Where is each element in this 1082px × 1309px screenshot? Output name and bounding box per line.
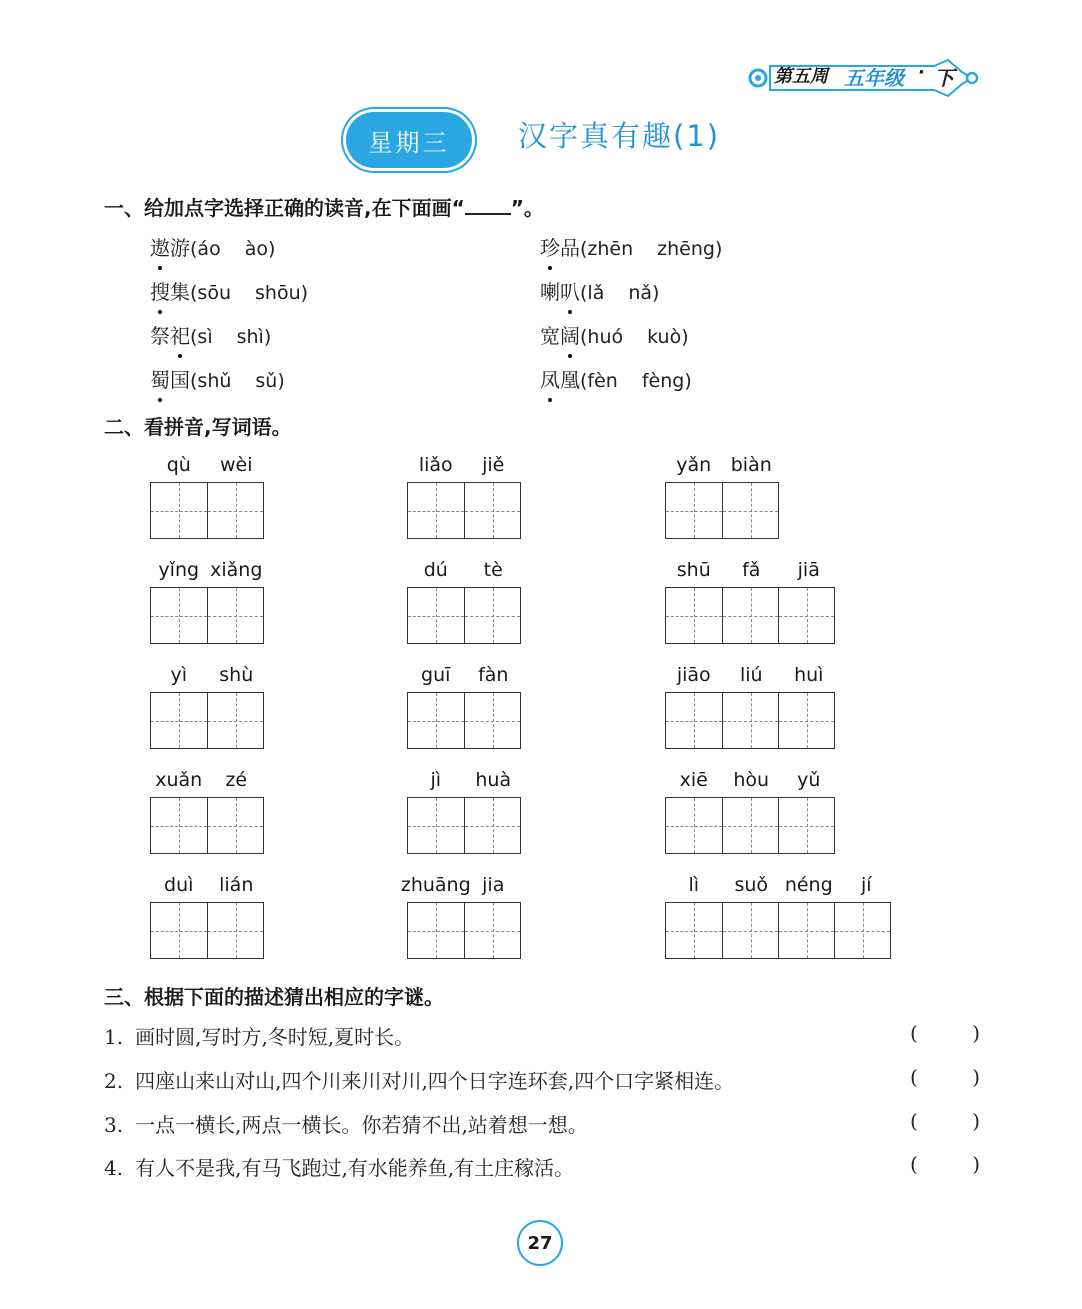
dotted-character: 蜀 — [150, 364, 170, 393]
pinyin-syllable: xiǎng — [210, 559, 263, 581]
paren-close: ) — [972, 1109, 980, 1133]
pinyin-option-a[interactable]: sì — [197, 326, 213, 348]
pinyin-syllable: guī — [421, 664, 451, 686]
dotted-character: 叭 — [560, 276, 580, 305]
word-character: 品 — [560, 236, 580, 260]
writing-cell[interactable] — [207, 588, 263, 643]
pinyin-syllable: fǎ — [742, 559, 761, 581]
pinyin-syllable: jiě — [482, 454, 505, 476]
writing-cell[interactable] — [151, 693, 207, 748]
writing-cell[interactable] — [722, 483, 778, 538]
pinyin-syllable: yǐng — [158, 559, 200, 581]
paren-open: ( — [910, 1109, 918, 1133]
answer-parentheses[interactable] — [910, 1021, 980, 1045]
pinyin-syllable: duì — [164, 874, 194, 896]
writing-grid[interactable] — [150, 797, 264, 854]
word-character: 凰 — [560, 368, 580, 392]
pinyin-option-b[interactable]: nǎ — [628, 282, 653, 304]
pinyin-option-b[interactable]: shōu — [255, 282, 301, 304]
paren-open: ( — [910, 1152, 918, 1176]
paren-close: ) — [972, 1021, 980, 1045]
paren-close: ) — [972, 1152, 980, 1176]
pinyin-syllable: suǒ — [734, 874, 769, 896]
paren-close: ) — [652, 282, 660, 304]
word-character: 游 — [170, 236, 190, 260]
writing-cell[interactable] — [408, 798, 464, 853]
pinyin-syllable: lì — [688, 874, 700, 896]
paren-close: ) — [714, 238, 723, 260]
pronunciation-item — [150, 276, 308, 305]
paren-close: ) — [277, 370, 285, 392]
pinyin-syllable: liǎo — [418, 454, 453, 476]
writing-cell[interactable] — [151, 903, 207, 958]
writing-cell[interactable] — [722, 798, 778, 853]
part1-title: 一、给加点字选择正确的读音,在下面画“ ”。 — [104, 196, 544, 220]
pinyin-option-b[interactable]: kuò — [647, 326, 682, 348]
paren-open: ( — [910, 1065, 918, 1089]
writing-grid[interactable] — [665, 692, 835, 749]
writing-cell[interactable] — [408, 903, 464, 958]
pinyin-option-a[interactable]: áo — [197, 238, 221, 260]
writing-cell[interactable] — [778, 903, 834, 958]
writing-grid[interactable] — [150, 692, 264, 749]
paren-open: ( — [190, 238, 198, 260]
writing-cell[interactable] — [207, 798, 263, 853]
riddle-text: 有人不是我,有马飞跑过,有水能养鱼,有土庄稼活。 — [135, 1156, 575, 1180]
pinyin-syllable: lián — [219, 874, 254, 896]
writing-grid[interactable] — [150, 902, 264, 959]
pinyin-syllable: shū — [676, 559, 711, 581]
riddle-item — [104, 1109, 588, 1138]
writing-grid[interactable] — [150, 482, 264, 539]
writing-cell[interactable] — [207, 483, 263, 538]
writing-grid[interactable] — [665, 797, 835, 854]
paren-close: ) — [263, 326, 272, 348]
writing-grid[interactable] — [407, 587, 521, 644]
pinyin-syllable: jia — [482, 874, 505, 896]
answer-parentheses[interactable] — [910, 1152, 980, 1176]
dotted-character: 祀 — [170, 320, 190, 349]
paren-open: ( — [580, 370, 588, 392]
paren-close: ) — [267, 238, 276, 260]
writing-cell[interactable] — [207, 903, 263, 958]
paren-open: ( — [580, 282, 588, 304]
writing-cell[interactable] — [207, 693, 263, 748]
word-character: 集 — [170, 280, 190, 304]
writing-cell[interactable] — [464, 483, 520, 538]
pinyin-option-a[interactable]: zhēn — [587, 238, 634, 260]
writing-cell[interactable] — [722, 693, 778, 748]
writing-cell[interactable] — [666, 483, 722, 538]
pronunciation-item — [150, 364, 285, 393]
paren-open: ( — [910, 1021, 918, 1045]
separator-dot: · — [918, 62, 925, 83]
writing-cell[interactable] — [464, 693, 520, 748]
riddle-item — [104, 1065, 734, 1094]
writing-grid[interactable] — [407, 902, 521, 959]
pronunciation-item — [540, 232, 722, 261]
pinyin-syllable: zé — [225, 769, 248, 791]
volume-label: 下 — [934, 66, 954, 90]
word-character: 祭 — [150, 324, 170, 348]
pinyin-option-b[interactable]: ào — [244, 238, 268, 260]
writing-cell[interactable] — [666, 903, 722, 958]
pinyin-syllable: hòu — [733, 769, 770, 791]
riddle-text: 一点一横长,两点一横长。你若猜不出,站着想一想。 — [135, 1113, 588, 1137]
dotted-character: 阔 — [560, 320, 580, 349]
riddle-number: 1. — [104, 1025, 124, 1049]
riddle-text: 四座山来山对山,四个川来川对川,四个日字连环套,四个口字紧相连。 — [135, 1069, 735, 1093]
pinyin-syllable: huì — [794, 664, 824, 686]
answer-parentheses[interactable] — [910, 1065, 980, 1089]
dotted-character: 凤 — [540, 364, 560, 393]
pinyin-syllable: liú — [739, 664, 763, 686]
riddle-item — [104, 1021, 414, 1050]
pinyin-option-b[interactable]: sǔ — [255, 370, 278, 392]
paren-open: ( — [580, 326, 588, 348]
pinyin-syllable: jí — [860, 874, 872, 896]
writing-cell[interactable] — [666, 798, 722, 853]
pinyin-syllable: yǔ — [797, 769, 821, 791]
paren-open: ( — [190, 370, 198, 392]
pinyin-option-a[interactable]: lǎ — [587, 282, 605, 304]
writing-grid[interactable] — [407, 482, 521, 539]
writing-grid[interactable] — [150, 587, 264, 644]
writing-cell[interactable] — [778, 588, 834, 643]
pinyin-option-a[interactable]: sōu — [197, 282, 231, 304]
riddle-number: 2. — [104, 1069, 124, 1093]
paren-open: ( — [190, 282, 198, 304]
pinyin-syllable: huà — [475, 769, 512, 791]
pronunciation-item — [150, 320, 271, 349]
writing-cell[interactable] — [722, 903, 778, 958]
dotted-character: 搜 — [150, 276, 170, 305]
answer-blank — [465, 195, 511, 215]
week-label: 第五周 — [774, 66, 828, 87]
pronunciation-item — [540, 276, 659, 305]
word-character: 宽 — [540, 324, 560, 348]
writing-cell[interactable] — [408, 588, 464, 643]
word-character: 国 — [170, 368, 190, 392]
writing-cell[interactable] — [464, 903, 520, 958]
part2-title: 二、看拼音,写词语。 — [104, 415, 292, 439]
pinyin-syllable: yǎn — [676, 454, 712, 476]
writing-cell[interactable] — [666, 588, 722, 643]
pinyin-option-a[interactable]: huó — [587, 326, 624, 348]
writing-grid[interactable] — [665, 482, 779, 539]
pinyin-syllable: shù — [219, 664, 254, 686]
pinyin-syllable: biàn — [730, 454, 772, 476]
pinyin-option-b[interactable]: zhēng — [657, 238, 715, 260]
day-label: 星期三 — [346, 112, 472, 168]
pinyin-option-b[interactable]: fèng — [641, 370, 685, 392]
writing-cell[interactable] — [151, 798, 207, 853]
part3-title: 三、根据下面的描述猜出相应的字谜。 — [104, 985, 444, 1009]
dotted-character: 遨 — [150, 232, 170, 261]
writing-cell[interactable] — [666, 693, 722, 748]
writing-cell[interactable] — [778, 798, 834, 853]
riddle-text: 画时圆,写时方,冬时短,夏时长。 — [135, 1025, 415, 1049]
dotted-character: 珍 — [540, 232, 560, 261]
pinyin-option-b[interactable]: shì — [236, 326, 264, 348]
writing-cell[interactable] — [834, 903, 890, 958]
pinyin-syllable: tè — [483, 559, 503, 581]
riddle-number: 3. — [104, 1113, 124, 1137]
writing-cell[interactable] — [408, 483, 464, 538]
riddle-item — [104, 1152, 574, 1181]
pinyin-syllable: wèi — [219, 454, 253, 476]
pinyin-syllable: jiā — [797, 559, 820, 581]
paren-close: ) — [972, 1065, 980, 1089]
pinyin-syllable: yì — [170, 664, 188, 686]
pinyin-syllable: fàn — [478, 664, 509, 686]
pronunciation-item — [540, 320, 689, 349]
pinyin-option-a[interactable]: fèn — [587, 370, 618, 392]
pinyin-syllable: jì — [430, 769, 442, 791]
pinyin-syllable: dú — [423, 559, 448, 581]
grade-label: 五年级 — [844, 66, 904, 90]
writing-cell[interactable] — [464, 588, 520, 643]
page-title: 汉字真有趣(1) — [518, 119, 721, 153]
pinyin-syllable: xiē — [679, 769, 708, 791]
pronunciation-item — [150, 232, 275, 261]
pinyin-syllable: zhuāng — [400, 874, 471, 896]
word-character: 喇 — [540, 280, 560, 304]
writing-grid[interactable] — [665, 902, 891, 959]
pinyin-syllable: jiāo — [676, 664, 711, 686]
writing-cell[interactable] — [151, 483, 207, 538]
page-number: 27 — [517, 1220, 563, 1266]
writing-cell[interactable] — [408, 693, 464, 748]
writing-cell[interactable] — [151, 588, 207, 643]
paren-open: ( — [580, 238, 588, 260]
writing-cell[interactable] — [722, 588, 778, 643]
pinyin-syllable: néng — [784, 874, 833, 896]
writing-grid[interactable] — [407, 797, 521, 854]
writing-cell[interactable] — [778, 693, 834, 748]
answer-parentheses[interactable] — [910, 1109, 980, 1133]
paren-close: ) — [300, 282, 309, 304]
paren-close: ) — [684, 370, 692, 392]
pinyin-syllable: qù — [166, 454, 191, 476]
week-badge — [744, 58, 980, 98]
paren-open: ( — [190, 326, 198, 348]
writing-cell[interactable] — [464, 798, 520, 853]
writing-grid[interactable] — [407, 692, 521, 749]
pinyin-syllable: xuǎn — [155, 769, 203, 791]
pinyin-option-a[interactable]: shǔ — [197, 370, 232, 392]
paren-close: ) — [681, 326, 689, 348]
riddle-number: 4. — [104, 1156, 124, 1180]
writing-grid[interactable] — [665, 587, 835, 644]
pronunciation-item — [540, 364, 692, 393]
